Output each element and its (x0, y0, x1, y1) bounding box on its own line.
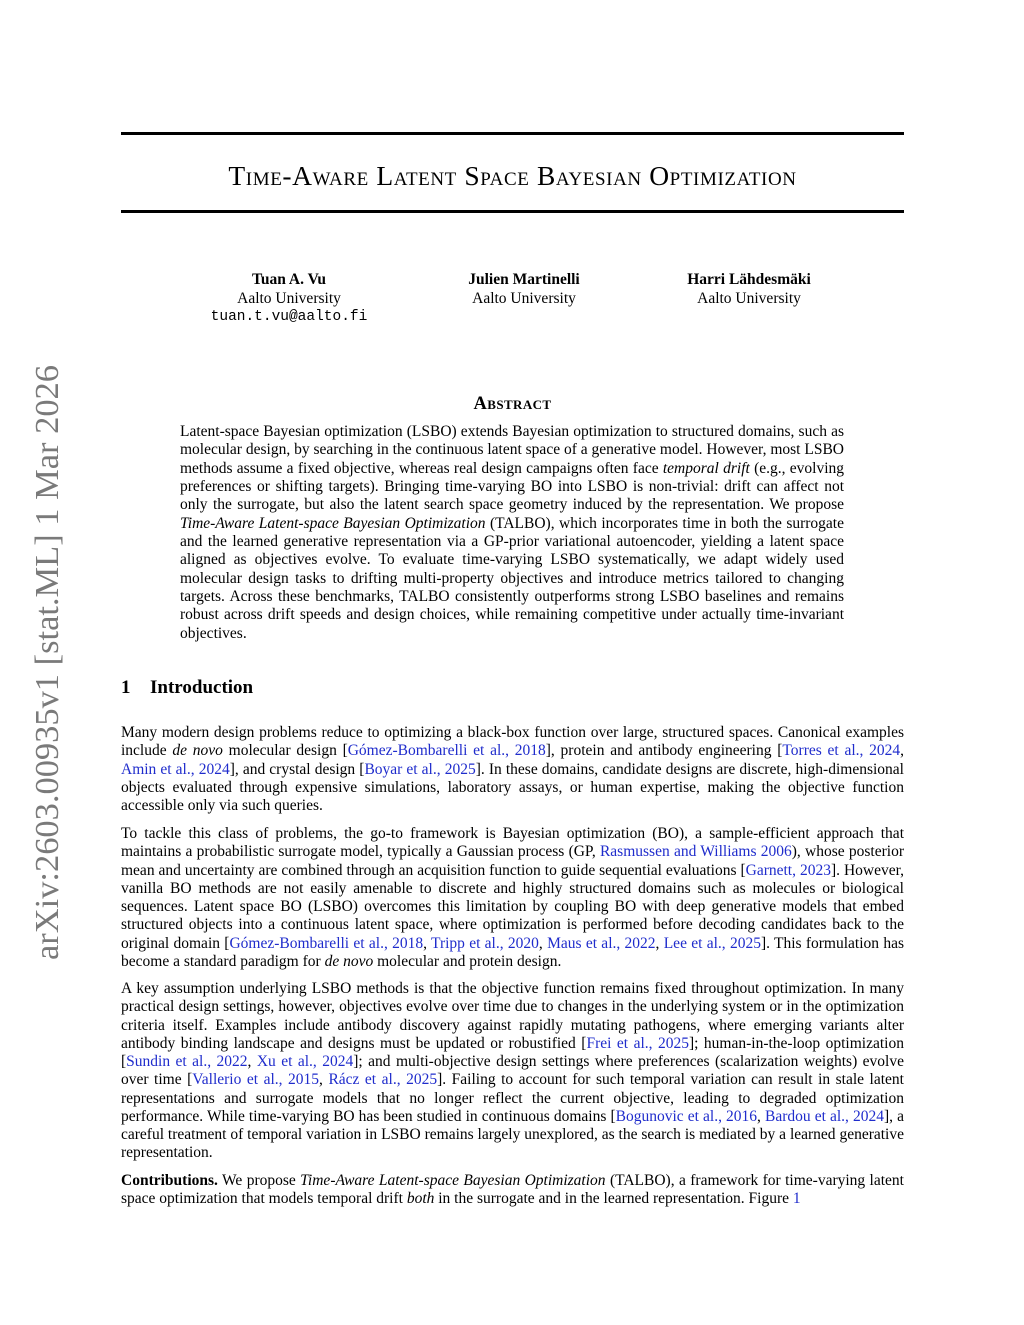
citation-link[interactable]: Garnett, 2023 (745, 861, 831, 879)
author-block-1 (169, 271, 409, 327)
citation-link[interactable]: Boyar et al., 2025 (364, 760, 476, 778)
arxiv-stamp-text: arXiv:2603.00935v1 [stat.ML] 1 Mar 2026 (29, 372, 66, 960)
author-affiliation: Aalto University (237, 289, 341, 307)
citation-link[interactable]: Gómez-Bombarelli et al., 2018 (229, 934, 424, 952)
citation-link[interactable]: Bardou et al., 2024 (765, 1107, 884, 1125)
citation-link[interactable]: Xu et al., 2024 (256, 1053, 354, 1070)
abstract-text: Latent-space Bayesian optimization (LSBO) extends Bayesian optimization to structured domains, such as molecular design, by searching in the continuous latent space of a generative model. However, most LSBO methods assume a fixed objective, whereas real design campaigns often face temporal drift (e.g., evolving preferences or shifting targets). Bringing time-varying BO into LSBO is non-trivial: drift can affect not only the surrogate, but also the latent search space geometry induced by the representation. We propose Time-Aware Latent-space Bayesian Optimization (TALBO), which incorporates time in both the surrogate and the learned generative representation via a GP-prior variational autoencoder, yielding a latent space aligned as objectives evolve. To evaluate time-varying LSBO systematically, we adapt widely used molecular design tasks to drifting multi-property objectives and introduce metrics tailored to changing targets. Across these benchmarks, TALBO consistently outperforms strong LSBO baselines and remains robust across drift speeds and design choices, while remaining competitive under actually time-invariant objectives. (180, 423, 844, 642)
citation-link[interactable]: Tripp et al., 2020 (431, 934, 539, 952)
intro-paragraph-3: A key assumption underlying LSBO methods is that the objective function remains fixed throughout optimization. In many practical design settings, however, objectives evolve over time due to changes in the underlying system or in the optimization criteria itself. Examples include antibody discovery against rapidly mutating pathogens, where emerging variants alter antibody binding landscape and designs must be updated or robustified [Frei et al., 2025]; human-in-the-loop optimization [Sundin et al., 2022, Xu et al., 2024]; and multi-objective design settings where preferences (scalarization weights) evolve over time [Vallerio et al., 2015, Rácz et al., 2025]. Failing to account for such temporal variation can result in stale latent representations and surrogate models that no longer reflect the current objective, leading to degraded optimization performance. While time-varying BO has been studied in continuous domains [Bogunovic et al., 2016, Bardou et al., 2024], a careful treatment of temporal variation in LSBO remains largely unexplored, as the search is mediated by a learned generative representation. (121, 980, 904, 1162)
author-email[interactable]: tuan.t.vu@aalto.fi (210, 309, 368, 325)
arxiv-side-stamp (25, 365, 67, 960)
author-name: Tuan A. Vu (252, 271, 326, 288)
contributions-lead: Contributions. (121, 1172, 218, 1189)
author-block-2 (404, 271, 644, 308)
author-affiliation: Aalto University (472, 289, 576, 307)
paper-title: Time-Aware Latent Space Bayesian Optimization (228, 160, 797, 191)
citation-link[interactable]: Amin et al., 2024 (121, 760, 230, 778)
contributions-paragraph: Contributions. We propose Time-Aware Latent-space Bayesian Optimization (TALBO), a framework for time-varying latent space optimization that models temporal drift both in the surrogate and in the learned representation. Figure 1 (121, 1172, 904, 1208)
title-rule-bottom (121, 210, 904, 213)
section-title: Introduction (150, 677, 254, 698)
citation-link[interactable]: Rácz et al., 2025 (328, 1071, 438, 1089)
intro-paragraph-1: Many modern design problems reduce to optimizing a black-box function over large, structured spaces. Canonical examples include de novo molecular design [Gómez-Bombarelli et al., 2018], protein and antibody engineering [Torres et al., 2024, Amin et al., 2024], and crystal design [Boyar et al., 2025]. In these domains, candidate designs are discrete, high-dimensional objects evaluated through expensive simulations, laboratory assays, or human expertise, making the objective function accessible only via such queries. (121, 724, 904, 814)
author-name: Julien Martinelli (468, 271, 580, 288)
citation-link[interactable]: Gómez-Bombarelli et al., 2018 (347, 742, 546, 760)
section-heading (121, 677, 253, 699)
section-number: 1 (121, 677, 131, 698)
citation-link[interactable]: Torres et al., 2024 (782, 742, 901, 760)
citation-link[interactable]: Vallerio et al., 2015 (192, 1071, 320, 1089)
citation-link[interactable]: Frei et al., 2025 (586, 1034, 689, 1052)
citation-link[interactable]: Rasmussen and Williams 2006 (599, 843, 792, 861)
citation-link[interactable]: Sundin et al., 2022 (126, 1053, 248, 1070)
intro-paragraph-2: To tackle this class of problems, the go-to framework is Bayesian optimization (BO), a sample-efficient approach that maintains a probabilistic surrogate model, typically a Gaussian process (GP, Rasmussen and Williams 2006), whose posterior mean and uncertainty are combined through an acquisition function to guide sequential evaluations [Garnett, 2023]. However, vanilla BO methods are not easily amenable to discrete and highly structured domains such as molecules or biological sequences. Latent space BO (LSBO) overcomes this limitation by coupling BO with deep generative models that embed structured objects into a continuous latent space, where optimization is performed before decoding candidates back to the original domain [Gómez-Bombarelli et al., 2018, Tripp et al., 2020, Maus et al., 2022, Lee et al., 2025]. This formulation has become a standard paradigm for de novo molecular and protein design. (121, 825, 905, 970)
citation-link[interactable]: Lee et al., 2025 (663, 934, 761, 952)
figure-reference-link[interactable]: 1 (792, 1190, 801, 1208)
citation-link[interactable]: Bogunovic et al., 2016 (615, 1107, 758, 1125)
citation-link[interactable]: Maus et al., 2022 (547, 934, 656, 952)
abstract-heading: Abstract (473, 394, 552, 414)
author-affiliation: Aalto University (697, 289, 801, 307)
author-block-3 (629, 271, 869, 308)
author-name: Harri Lähdesmäki (687, 271, 811, 288)
title-rule-top (121, 132, 904, 135)
